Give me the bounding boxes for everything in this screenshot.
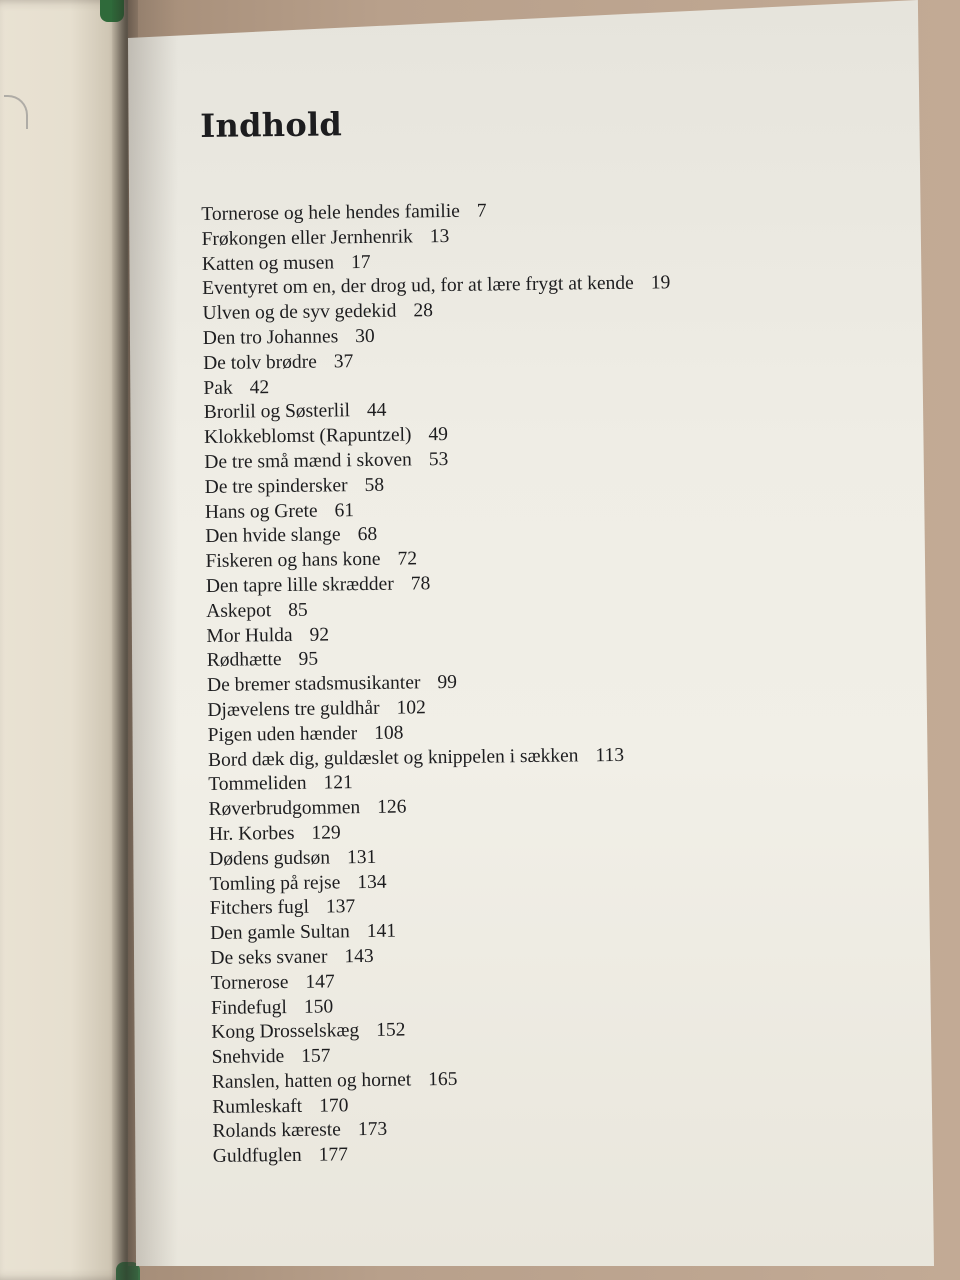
table-of-contents xyxy=(200,96,913,1170)
toc-entry-page: 42 xyxy=(249,376,270,398)
toc-entry-page: 53 xyxy=(428,448,449,471)
toc-entry-title: Djævelens tre guldhår xyxy=(207,697,380,721)
pencil-mark xyxy=(4,95,28,129)
toc-entry-title: Tornerose og hele hendes familie xyxy=(201,200,460,225)
toc-entry-title: Brorlil og Søsterlil xyxy=(203,400,351,424)
toc-entry-page: 157 xyxy=(301,1045,331,1067)
toc-entry-page: 37 xyxy=(333,350,354,373)
toc-entry-page: 17 xyxy=(350,251,371,273)
toc-entry-title: Ranslen, hatten og hornet xyxy=(211,1069,412,1093)
toc-entry-page: 141 xyxy=(366,920,397,943)
toc-entry-page: 177 xyxy=(318,1144,349,1166)
page-title: Indhold xyxy=(200,105,343,145)
toc-entry-title: Klokkeblomst (Rapuntzel) xyxy=(203,424,412,449)
toc-list xyxy=(201,194,913,1170)
toc-entry-title: Røverbrudgommen xyxy=(208,797,361,821)
toc-entry-page: 170 xyxy=(319,1094,349,1117)
toc-entry-page: 68 xyxy=(357,524,378,546)
toc-entry-page: 121 xyxy=(323,772,353,794)
toc-entry-page: 95 xyxy=(298,648,319,671)
toc-entry-page: 44 xyxy=(366,400,387,422)
toc-entry-page: 137 xyxy=(325,896,356,918)
toc-entry-page: 131 xyxy=(346,846,377,868)
toc-entry-page: 7 xyxy=(476,200,487,222)
toc-entry-page: 92 xyxy=(309,624,330,646)
toc-entry-title: Ulven og de syv gedekid xyxy=(202,300,397,325)
toc-entry-title: Den tapre lille skrædder xyxy=(205,573,394,597)
toc-entry-page: 126 xyxy=(377,796,407,819)
toc-entry-title: Rødhætte xyxy=(206,649,282,672)
toc-entry-title: Mor Hulda xyxy=(206,624,293,647)
toc-entry-title: Eventyret om en, der drog ud, for at lære frygt at kende xyxy=(202,273,634,300)
toc-entry-page: 143 xyxy=(344,945,374,968)
toc-entry-title: Pigen uden hænder xyxy=(207,722,358,746)
toc-entry-page: 13 xyxy=(429,225,450,247)
toc-entry-title: Findefugl xyxy=(210,996,287,1019)
toc-entry-title: Snehvide xyxy=(211,1046,285,1069)
toc-entry-page: 99 xyxy=(437,672,458,694)
toc-entry-title: Dødens gudsøn xyxy=(209,847,331,870)
toc-entry-title: Fitchers fugl xyxy=(209,897,310,920)
toc-entry-title: Bord dæk dig, guldæslet og knippelen i sækken xyxy=(207,744,579,771)
toc-entry-page: 152 xyxy=(376,1019,406,1042)
toc-entry-title: Fiskeren og hans kone xyxy=(205,548,381,573)
toc-entry-title: Kong Drosselskæg xyxy=(211,1020,360,1044)
toc-entry-page: 102 xyxy=(396,697,426,719)
toc-entry-page: 129 xyxy=(311,822,341,844)
toc-entry-page: 78 xyxy=(410,573,431,595)
toc-entry-title: Katten og musen xyxy=(201,251,335,275)
toc-entry-page: 113 xyxy=(595,744,625,766)
toc-entry-title: Rolands kæreste xyxy=(212,1119,342,1143)
toc-entry-title: De tolv brødre xyxy=(203,351,317,374)
toc-entry-page: 134 xyxy=(357,871,387,893)
toc-entry-title: Pak xyxy=(203,377,233,399)
toc-entry-title: Tomling på rejse xyxy=(209,871,341,895)
toc-entry-page: 30 xyxy=(355,325,375,348)
left-page xyxy=(0,0,128,1280)
toc-entry-title: Den gamle Sultan xyxy=(209,921,350,945)
toc-entry-title: Hans og Grete xyxy=(204,500,318,523)
toc-entry-title: Tornerose xyxy=(210,971,289,994)
toc-entry-page: 49 xyxy=(428,424,449,446)
toc-entry-title: Guldfuglen xyxy=(212,1145,302,1168)
toc-entry-title: Askepot xyxy=(206,599,272,622)
toc-entry-title: Rumleskaft xyxy=(212,1095,303,1118)
toc-entry-page: 165 xyxy=(428,1068,458,1091)
toc-entry-page: 108 xyxy=(374,722,404,744)
toc-entry-page: 147 xyxy=(305,971,335,993)
toc-entry-title: Hr. Korbes xyxy=(208,822,295,845)
toc-entry-title: Tommeliden xyxy=(208,773,307,796)
toc-entry-page: 19 xyxy=(650,272,671,294)
page-gutter-shade xyxy=(128,0,178,1266)
toc-entry-page: 173 xyxy=(357,1119,388,1141)
toc-entry-title: De seks svaner xyxy=(210,946,328,969)
toc-entry-title: De tre små mænd i skoven xyxy=(204,449,412,473)
toc-entry-page: 150 xyxy=(303,995,334,1018)
toc-entry-title: Den hvide slange xyxy=(205,524,341,548)
toc-entry-page: 72 xyxy=(397,548,418,570)
toc-entry-page: 61 xyxy=(334,499,355,521)
toc-entry-page: 58 xyxy=(364,474,385,496)
toc-entry-title: Frøkongen eller Jernhenrik xyxy=(201,226,413,250)
toc-entry-page: 28 xyxy=(413,300,434,322)
toc-entry-title: Den tro Johannes xyxy=(202,326,339,349)
toc-entry-title: De tre spindersker xyxy=(204,474,348,498)
toc-entry-page: 85 xyxy=(288,599,308,621)
toc-entry-title: De bremer stadsmusikanter xyxy=(206,672,421,697)
